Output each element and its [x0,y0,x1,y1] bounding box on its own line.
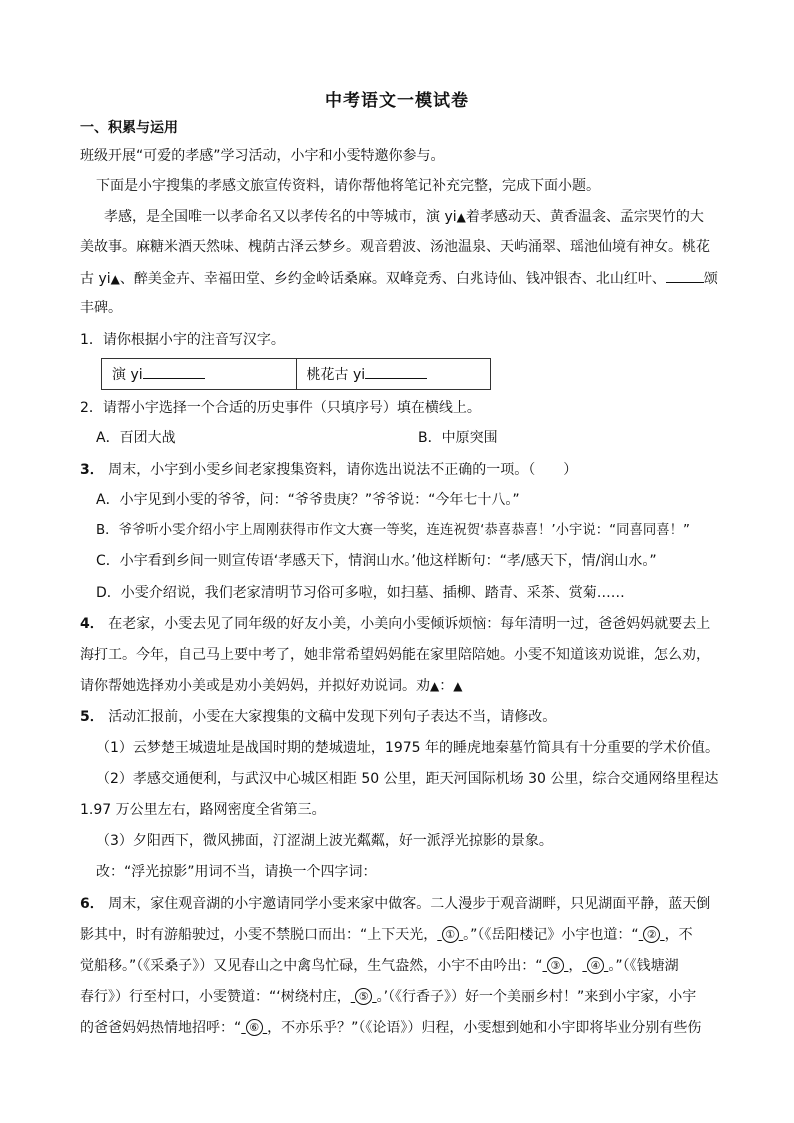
section-heading: 一、积累与运用 [80,120,178,136]
option-a[interactable]: A．百团大战 [96,430,176,446]
question-4-line-2: 海打工。今年，自己马上要中考了，她非常希望妈妈能在家里陪陪她。小雯不知道该劝说谁，怎么劝， [80,647,710,663]
question-text: 在老家，小雯去见了同年级的好友小美，小美向小雯倾诉烦恼：每年清明一过，爸爸妈妈就要去上 [108,616,711,632]
question-4 [80,614,710,634]
sentence-2-cont: 1.97 万公里左右，路网密度全省第三。 [80,802,326,818]
passage-text: 孝感，是全国唯一以孝命名又以孝传名的中等城市，演 yi [104,209,457,225]
intro-text-2: 下面是小宇搜集的孝感文旅宣传资料，请你帮他将笔记补充完整，完成下面小题。 [96,178,600,194]
question-6-line-3: 觉船移。”（《采桑子》）又见春山之中禽鸟忙碌，生气盎然，小宇不由吟出：“ ③ ， ④ 。”（《钱塘湖 [80,958,679,974]
sentence-3: （3）夕阳西下，微风拂面，汀涩湖上波光粼粼，好一派浮光掠影的景象。 [96,833,553,849]
passage-line-2: 美故事。麻糖米酒天然味、槐荫古泽云梦乡。观音碧波、汤池温泉、天屿涌翠、瑶池仙境有神女。桃花 [80,239,710,255]
question-3 [80,460,577,480]
question-text: 活动汇报前，小雯在大家搜集的文稿中发现下列句子表达不当，请修改。 [108,709,557,725]
blank-4[interactable]: ④ [582,958,608,974]
answer-blank[interactable] [143,364,205,379]
question-6-line-5: 的爸爸妈妈热情地招呼：“ ⑥ ，不亦乐乎？”（《论语》）归程，小雯想到她和小宇即将毕业分别有些伤 [80,1020,702,1036]
question-1 [80,330,285,350]
option-d[interactable]: D．小雯介绍说，我们老家清明节习俗可多啦，如扫墓、插柳、踏青、采茶、赏菊…… [96,585,625,601]
blank-marker: ▲ [110,272,120,286]
passage-text: 颂 [703,271,718,287]
passage-text: 古 yi [80,271,111,287]
question-text: 周末，家住观音湖的小宇邀请同学小雯来家中做客。二人漫步于观音湖畔，只见湖面平静，蓝天倒 [108,896,711,912]
question-number: 6． [80,896,104,912]
sentence-2: （2）孝感交通便利，与武汉中心城区相距 50 公里，距天河国际机场 30 公里，综合交通网络里程达 [96,771,719,787]
question-number: 1． [80,332,103,348]
intro-text: 班级开展“可爱的孝感”学习活动，小宇和小雯特邀你参与。 [80,148,445,164]
pinyin-table [101,358,491,390]
question-text: 请帮小宇选择一个合适的历史事件（只填序号）填在横线上。 [102,400,481,416]
blank-5[interactable]: ⑤ [351,989,377,1005]
pinyin-cell-2: 桃花古 yi [296,359,491,390]
question-number: 3． [80,462,104,478]
blank-6[interactable]: ⑥ [241,1020,267,1036]
question-number: 4． [80,616,104,632]
page-title: 中考语文一模试卷 [325,91,469,111]
passage-text: 着孝感动天、黄香温衾、孟宗哭竹的大 [465,209,704,225]
sentence-1: （1）云梦楚王城遗址是战国时期的楚城遗址，1975 年的睡虎地秦墓竹简具有十分重要的学术价值。 [96,740,719,756]
question-2 [80,398,481,418]
question-text: 周末，小宇到小雯乡间老家搜集资料，请你选出说法不正确的一项。（ ） [108,462,578,478]
blank-3[interactable]: ③ [543,958,569,974]
question-6-line-2: 影其中，时有游船驶过，小雯不禁脱口而出：“上下天光， ① 。”（《岳阳楼记》小宇也道：“ ② ，不 [80,927,693,943]
blank-marker: ▲ [453,679,463,693]
question-6 [80,894,710,914]
option-a[interactable]: A．小宇见到小雯的爷爷，问：“爷爷贵庚？”爷爷说：“今年七十八。” [96,492,520,508]
blank-2[interactable]: ② [639,927,665,943]
passage-text: 、醉美金卉、幸福田堂、乡约金岭话桑麻。双峰竞秀、白兆诗仙、钱冲银杏、北山红叶、 [119,271,666,287]
passage-line-1 [104,207,704,227]
question-number: 2． [80,400,103,416]
option-b[interactable]: B．中原突围 [418,430,498,446]
blank-marker: ▲ [430,679,440,693]
pinyin-cell-1: 演 yi [102,359,297,390]
question-4-line-3: 请你帮她选择劝小美或是劝小美妈妈，并拟好劝说词。劝▲：▲ [80,678,463,694]
option-b[interactable]: B．爷爷听小雯介绍小宇上周刚获得市作文大赛一等奖，连连祝贺‘恭喜恭喜！’小宇说：“同喜同喜！” [96,523,690,538]
answer-blank[interactable] [365,364,427,379]
answer-blank[interactable] [666,268,704,283]
question-6-line-4: 春行》）行至村口，小雯赞道：“‘树绕村庄， ⑤ 。’（《行香子》）好一个美丽乡村！”来到小宇家，小宇 [80,989,697,1005]
passage-line-3 [80,268,718,289]
passage-line-4: 丰碑。 [80,300,122,316]
question-5 [80,707,556,727]
option-c[interactable]: C．小宇看到乡间一则宣传语‘孝感天下，情润山水。’他这样断句：“孝/感天下，情/润山水。” [96,553,657,569]
question-number: 5． [80,709,104,725]
fix-prompt: 改：“浮光掠影”用词不当，请换一个四字词： [96,864,377,880]
question-text: 请你根据小宇的注音写汉字。 [102,332,285,348]
blank-marker: ▲ [456,210,466,224]
blank-1[interactable]: ① [437,927,463,943]
